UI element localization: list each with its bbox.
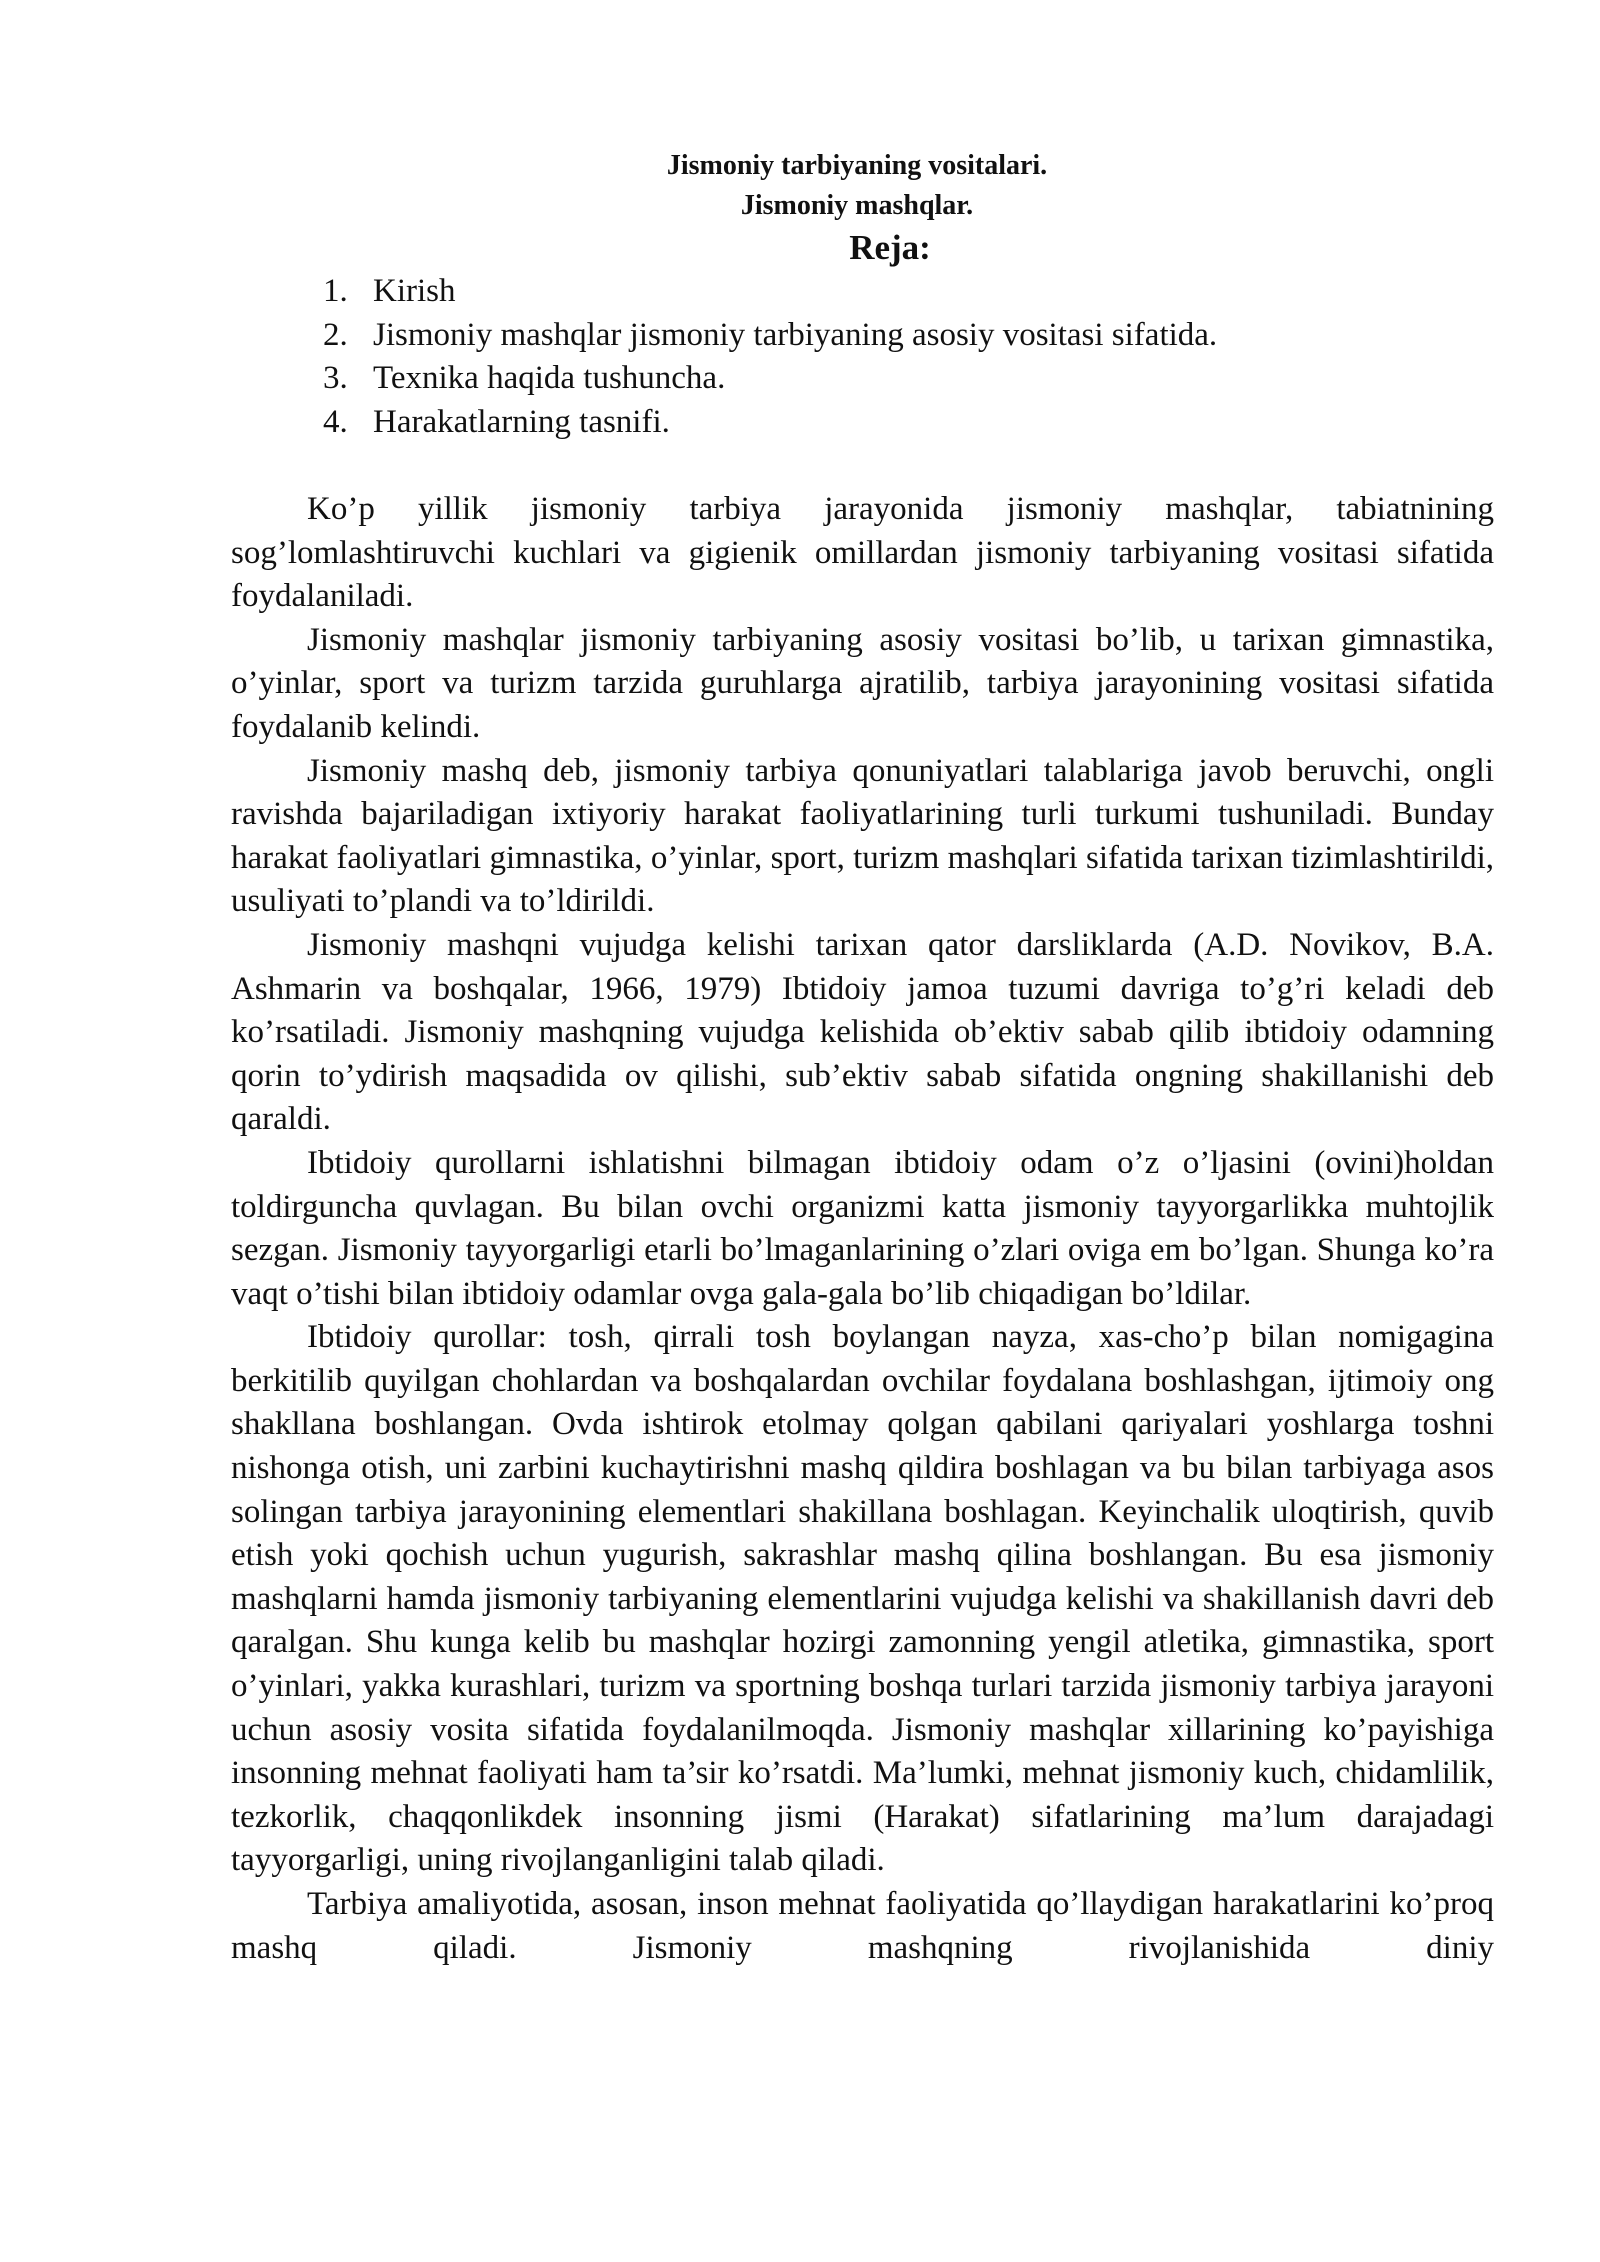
plan-item-text: Jismoniy mashqlar jismoniy tarbiyaning asosiy vositasi sifatida. [373, 316, 1218, 353]
plan-list [323, 270, 1217, 444]
paragraph: Ibtidoiy qurollar: tosh, qirrali tosh boylangan nayza, xas-cho’p bilan nomigagina berkitilib quyilgan chohlardan va boshqalardan ovchilar foydalana boshlashgan, ijtimoiy ong shakllana boshlangan. Ovda ishtirok etolmay qolgan qabilani qariyalari yoshlarga toshni nishonga otish, uni zarbini kuchaytirishni mashq qildira boshlagan va bu bilan tarbiyaga asos solingan tarbiya jarayonining elementlari shakillana boshlagan. Keyinchalik uloqtirish, quvib etish yoki qochish uchun yugurish, sakrashlar mashq qilina boshlangan. Bu esa jismoniy mashqlarni hamda jismoniy tarbiyaning elementlarini vujudga kelishi va shakillanish davri deb qaralgan. Shu kunga kelib bu mashqlar hozirgi zamonning yengil atletika, gimnastika, sport o’yinlari, yakka kurashlari, turizm va sportning boshqa turlari tarzida jismoniy tarbiya jarayoni uchun asosiy vosita sifatida foydalanilmoqda. Jismoniy mashqlar xillarining ko’payishiga insonning mehnat faoliyati ham ta’sir ko’rsatdi. Ma’lumki, mehnat jismoniy kuch, chidamlilik, tezkorlik, chaqqonlikdek insonning jismi (Harakat) sifatlarining ma’lum darajadagi tayyorgarligi, uning rivojlanganligini talab qiladi. [231, 1319, 1494, 1879]
plan-item-text: Texnika haqida tushuncha. [373, 360, 726, 396]
paragraph: Jismoniy mashqlar jismoniy tarbiyaning asosiy vositasi bo’lib, u tarixan gimnastika, o’yinlar, sport va turizm tarzida guruhlarga ajratilib, tarbiya jarayonining vositasi sifatida foydalanib kelindi. [231, 621, 1494, 745]
body-text [231, 488, 1494, 1970]
plan-item [323, 357, 1217, 401]
plan-item [323, 314, 1217, 358]
plan-item-text: Harakatlarning tasnifi. [373, 403, 670, 440]
plan-item-number: 1. [323, 273, 348, 309]
plan-item-number: 4. [323, 403, 348, 440]
plan-item-text: Kirish [373, 273, 456, 309]
paragraph: Ibtidoiy qurollarni ishlatishni bilmagan ibtidoiy odam o’z o’ljasini (ovini)holdan toldirguncha quvlagan. Bu bilan ovchi organizmi katta jismoniy tayyorgarlikka muhtojlik sezgan. Jismoniy tayyorgarligi etarli bo’lmaganlarining o’zlari oviga em bo’lgan. Shunga ko’ra vaqt o’tishi bilan ibtidoiy odamlar ovga gala-gala bo’lib chiqadigan bo’ldilar. [231, 1144, 1494, 1312]
paragraph: Tarbiya amaliyotida, asosan, inson mehnat faoliyatida qo’llaydigan harakatlarini ko’proq mashq qiladi. Jismoniy mashqning rivojlanishida diniy [231, 1886, 1494, 1966]
plan-heading: Reja: [849, 228, 931, 267]
plan-item-number: 3. [323, 360, 348, 396]
title-line-1: Jismoniy tarbiyaning vositalari. [666, 150, 1048, 181]
plan-item [323, 270, 1217, 314]
title-line-2: Jismoniy mashqlar. [740, 190, 974, 221]
plan-item-number: 2. [323, 316, 348, 353]
paragraph: Jismoniy mashq deb, jismoniy tarbiya qonuniyatlari talablariga javob beruvchi, ongli ravishda bajariladigan ixtiyoriy harakat faoliyatlarining turli turkumi tushuniladi. Bunday harakat faoliyatlari gimnastika, o’yinlar, sport, turizm mashqlari sifatida tarixan tizimlashtirildi, usuliyati to’plandi va to’ldirildi. [231, 752, 1494, 920]
paragraph: Jismoniy mashqni vujudga kelishi tarixan qator darsliklarda (A.D. Novikov, B.A. Ashmarin va boshqalar, 1966, 1979) Ibtidoiy jamoa tuzumi davriga to’g’ri keladi deb ko’rsatiladi. Jismoniy mashqning vujudga kelishida ob’ektiv sabab qilib ibtidoiy odamning qorin to’ydirish maqsadida ov qilishi, sub’ektiv sabab sifatida ongning shakillanishi deb qaraldi. [231, 926, 1494, 1138]
plan-item [323, 401, 1217, 445]
paragraph: Ko’p yillik jismoniy tarbiya jarayonida jismoniy mashqlar, tabiatnining sog’lomlashtiruvchi kuchlari va gigienik omillardan jismoniy tarbiyaning vositasi sifatida foydalaniladi. [231, 491, 1494, 615]
